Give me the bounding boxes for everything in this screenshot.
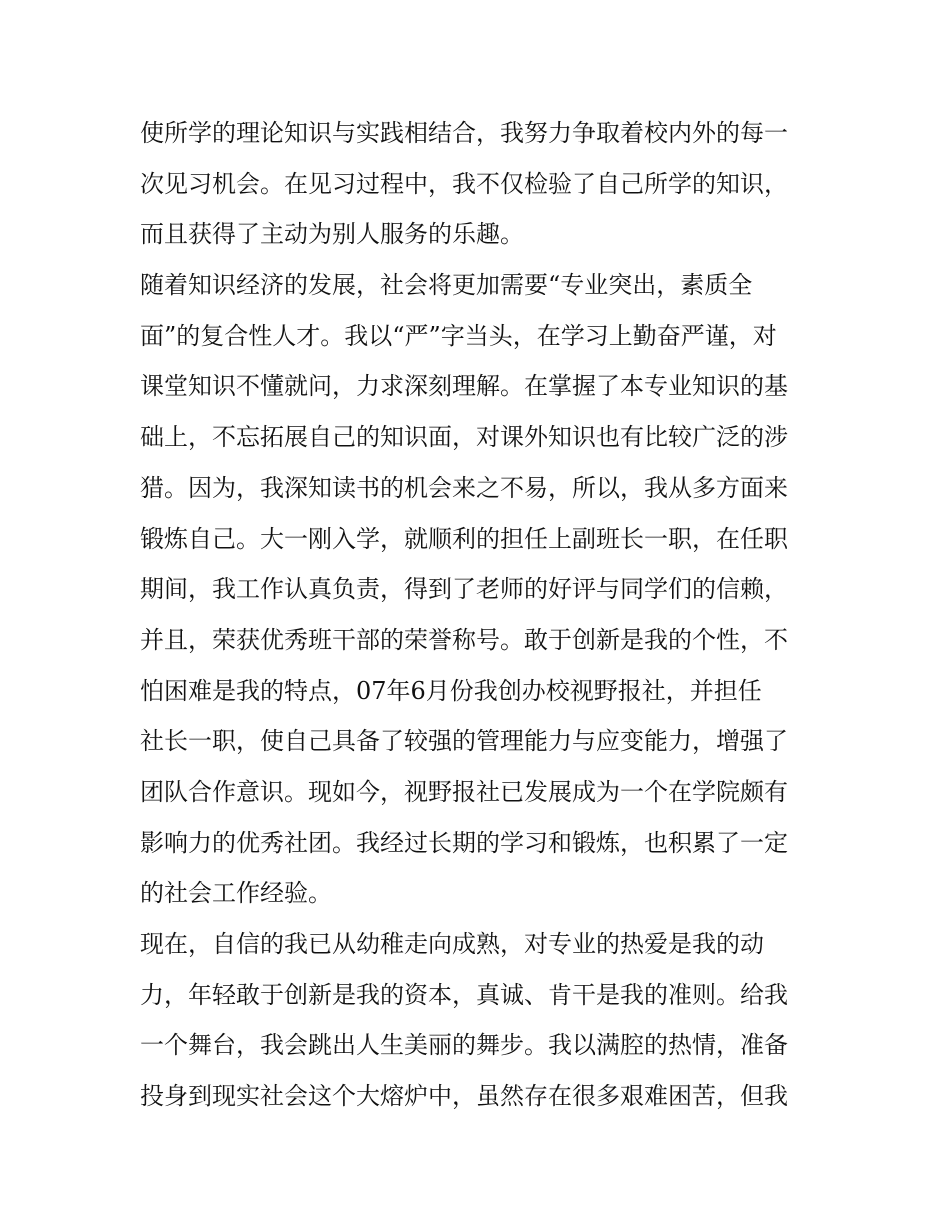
text-line: 而且获得了主动为别人服务的乐趣。 <box>140 220 524 249</box>
text-line: 现在，自信的我已从幼稚走向成熟，对专业的热爱是我的动 <box>140 930 764 958</box>
text-line: 面”的复合性人才。我以“严”字当头，在学习上勤奋严谨，对 <box>140 321 777 350</box>
body-text <box>140 108 820 1122</box>
text-line: 投身到现实社会这个大熔炉中，虽然存在很多艰难困苦，但我 <box>140 1082 788 1111</box>
text-line: 团队合作意识。现如今，视野报社已发展成为一个在学院颇有 <box>140 777 788 806</box>
text-line: 次见习机会。在见习过程中，我不仅检验了自己所学的知识， <box>140 169 788 198</box>
text-line: 课堂知识不懂就问，力求深刻理解。在掌握了本专业知识的基 <box>140 372 788 401</box>
text-line: 的社会工作经验。 <box>140 879 332 908</box>
text-line: 随着知识经济的发展，社会将更加需要“专业突出，素质全 <box>140 271 753 300</box>
text-line: 影响力的优秀社团。我经过长期的学习和锻炼，也积累了一定 <box>140 828 788 857</box>
text-line: 怕困难是我的特点，07年6月份我创办校视野报社，并担任 <box>140 676 762 705</box>
text-line: 期间，我工作认真负责，得到了老师的好评与同学们的信赖， <box>140 575 788 604</box>
text-line: 锻炼自己。大一刚入学，就顺利的担任上副班长一职，在任职 <box>140 524 788 553</box>
text-line: 使所学的理论知识与实践相结合，我努力争取着校内外的每一 <box>140 119 788 147</box>
text-line: 社长一职，使自己具备了较强的管理能力与应变能力，增强了 <box>140 727 788 756</box>
text-line: 并且，荣获优秀班干部的荣誉称号。敢于创新是我的个性，不 <box>140 625 788 654</box>
text-line: 一个舞台，我会跳出人生美丽的舞步。我以满腔的热情，准备 <box>140 1031 788 1060</box>
text-line: 力，年轻敢于创新是我的资本，真诚、肯干是我的准则。给我 <box>140 980 788 1009</box>
text-line: 础上，不忘拓展自己的知识面，对课外知识也有比较广泛的涉 <box>140 423 788 452</box>
text-line: 猎。因为，我深知读书的机会来之不易，所以，我从多方面来 <box>140 473 788 502</box>
